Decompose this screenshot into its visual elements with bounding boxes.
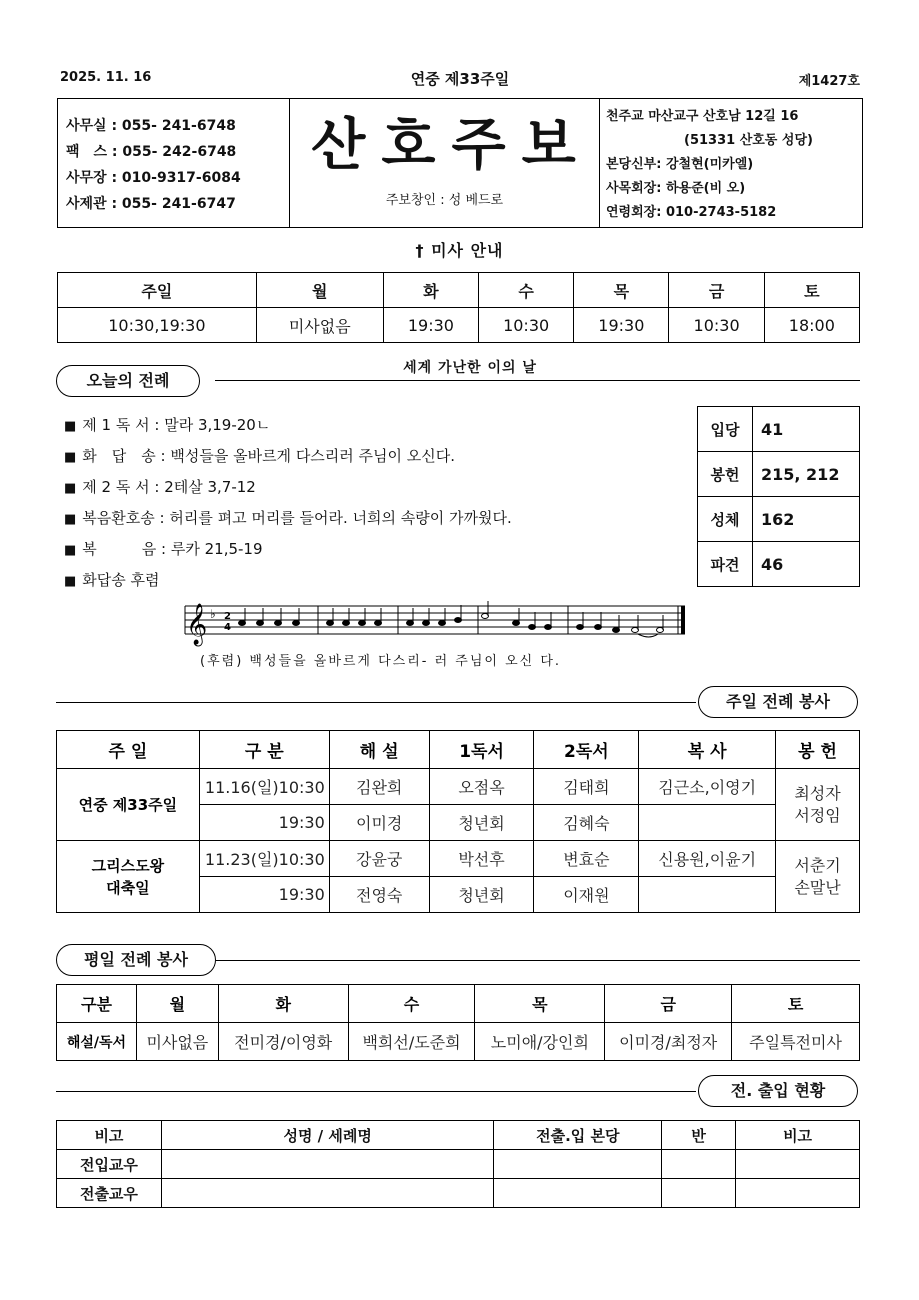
service-time: 11.16(일)10:30 [199, 769, 329, 805]
empty-cell [161, 1179, 494, 1208]
contact-fax: 팩 스 : 055- 242-6748 [66, 144, 237, 160]
liturgy-label: 오늘의 전례 [56, 365, 200, 397]
reader-1: 박선후 [429, 841, 534, 877]
mass-time: 10:30 [669, 308, 764, 343]
divider [56, 702, 696, 703]
mass-schedule-table [57, 272, 860, 343]
reading-item: ■ 복음환호송 : 허리를 펴고 머리를 들어라. 너희의 속량이 가까웠다. [64, 509, 512, 527]
col-header: 구 분 [199, 731, 329, 769]
masthead-title-block [290, 99, 600, 227]
bullet-icon: ■ [64, 512, 77, 527]
hymn-number: 215, 212 [753, 452, 860, 497]
top-line [60, 68, 860, 92]
reader-1: 청년회 [429, 877, 534, 913]
col-header: 1독서 [429, 731, 534, 769]
pastoral-president: 사목회장: 하용준(비 오) [606, 181, 746, 196]
hymn-label: 파견 [698, 542, 753, 587]
weekday-volunteer: 백희선/도준희 [348, 1023, 475, 1061]
svg-text:2: 2 [224, 611, 231, 622]
reading-item: ■ 제 1 독 서 : 말라 3,19-20ㄴ [64, 416, 271, 434]
parish-info [600, 99, 862, 227]
offering-person: 서춘기 [794, 855, 841, 875]
bullet-icon: ■ [64, 574, 77, 589]
refrain-lyric: (후렴) 백성들을 올바르게 다스리- 러 주님이 오신 다. [200, 654, 562, 669]
table-row [57, 1179, 860, 1208]
reading-list [64, 412, 694, 598]
commentator: 김완희 [329, 769, 429, 805]
mass-day: 금 [669, 273, 764, 308]
mass-day: 목 [574, 273, 669, 308]
table-row [57, 1023, 860, 1061]
service-time: 11.23(일)10:30 [199, 841, 329, 877]
issue-date: 2025. 11. 16 [60, 70, 152, 85]
parish-postal: (51331 산호동 성당) [684, 133, 813, 148]
funeral-president: 연령회장: 010-2743-5182 [606, 205, 777, 220]
service-time: 19:30 [199, 805, 329, 841]
sunday-service-label: 주일 전례 봉사 [698, 686, 858, 718]
offering-person: 손말난 [794, 877, 841, 897]
mass-time: 19:30 [574, 308, 669, 343]
row-label: 전입교우 [57, 1150, 162, 1179]
commentator: 강윤궁 [329, 841, 429, 877]
divider [56, 1091, 696, 1092]
sunday-name: 그리스도왕 대축일 [57, 841, 200, 913]
weekday-volunteer: 미사없음 [136, 1023, 218, 1061]
offering-cell [776, 769, 860, 841]
empty-cell [494, 1150, 662, 1179]
weekday-volunteer: 전미경/이영화 [218, 1023, 348, 1061]
reader-2: 변효순 [534, 841, 639, 877]
bullet-icon: ■ [64, 450, 77, 465]
col-header: 복 사 [639, 731, 776, 769]
row-label: 전출교우 [57, 1179, 162, 1208]
weekday-service-label: 평일 전례 봉사 [56, 944, 216, 976]
empty-cell [736, 1150, 860, 1179]
empty-cell [736, 1179, 860, 1208]
bulletin-title: 산호주보 [311, 112, 592, 178]
svg-text:4: 4 [224, 622, 231, 633]
reader-2: 김태희 [534, 769, 639, 805]
hymn-number: 162 [753, 497, 860, 542]
divider [215, 380, 860, 381]
contact-office: 사무실 : 055- 241-6748 [66, 118, 236, 134]
contact-rectory: 사제관 : 055- 241-6747 [66, 196, 236, 212]
empty-cell [494, 1179, 662, 1208]
col-header: 토 [732, 985, 860, 1023]
weekday-volunteer: 노미애/강인희 [475, 1023, 605, 1061]
commentator: 전영숙 [329, 877, 429, 913]
table-row [57, 841, 860, 877]
bullet-icon: ■ [64, 419, 77, 434]
col-header: 비고 [57, 1121, 162, 1150]
contact-list [58, 99, 290, 227]
altar-server: 신용원,이윤기 [639, 841, 776, 877]
reader-1: 오점옥 [429, 769, 534, 805]
table-row [57, 769, 860, 805]
col-header: 화 [218, 985, 348, 1023]
masthead [57, 98, 863, 228]
mass-time: 18:00 [764, 308, 859, 343]
weekday-service-table [56, 984, 860, 1061]
issue-number: 제1427호 [798, 74, 860, 89]
service-time: 19:30 [199, 877, 329, 913]
sunday-name: 연중 제33주일 [57, 769, 200, 841]
col-header: 2독서 [534, 731, 639, 769]
mass-day: 수 [479, 273, 574, 308]
hymn-table [697, 406, 860, 587]
offering-person: 최성자 [794, 783, 841, 803]
col-header: 월 [136, 985, 218, 1023]
col-header: 금 [605, 985, 732, 1023]
bullet-icon: ■ [64, 543, 77, 558]
sunday-service-table [56, 730, 860, 913]
divider [216, 960, 860, 961]
empty-cell [662, 1179, 736, 1208]
altar-server [639, 805, 776, 841]
bullet-icon: ■ [64, 481, 77, 496]
contact-manager: 사무장 : 010-9317-6084 [66, 170, 241, 186]
table-row [57, 1150, 860, 1179]
reading-item: ■ 화답송 후렴 [64, 571, 160, 589]
publisher: 주보창인 : 성 베드로 [385, 193, 504, 208]
offering-cell [776, 841, 860, 913]
commentator: 이미경 [329, 805, 429, 841]
liturgical-week: 연중 제33주일 [410, 70, 510, 88]
col-header: 성명 / 세례명 [161, 1121, 494, 1150]
altar-server: 김근소,이영기 [639, 769, 776, 805]
mass-day: 월 [256, 273, 383, 308]
mass-day: 토 [764, 273, 859, 308]
parish-address: 천주교 마산교구 산호남 12길 16 [606, 109, 799, 124]
mass-time: 미사없음 [256, 308, 383, 343]
hymn-label: 입당 [698, 407, 753, 452]
mass-time: 10:30,19:30 [58, 308, 257, 343]
hymn-number: 41 [753, 407, 860, 452]
mass-title: † 미사 안내 [415, 241, 504, 260]
weekday-volunteer: 이미경/최정자 [605, 1023, 732, 1061]
mass-day: 주일 [58, 273, 257, 308]
parish-priest: 본당신부: 강철현(미카엘) [606, 157, 754, 172]
mass-time: 10:30 [479, 308, 574, 343]
svg-text:𝄞: 𝄞 [186, 604, 208, 645]
transfer-label: 전. 출입 현황 [698, 1075, 858, 1107]
altar-server [639, 877, 776, 913]
col-header: 주 일 [57, 731, 200, 769]
col-header: 구분 [57, 985, 137, 1023]
liturgy-subtitle: 세계 가난한 이의 날 [403, 360, 537, 376]
mass-day: 화 [383, 273, 478, 308]
reading-item: ■ 화 답 송 : 백성들을 올바르게 다스리러 주님이 오신다. [64, 447, 456, 465]
reader-1: 청년회 [429, 805, 534, 841]
col-header: 봉 헌 [776, 731, 860, 769]
hymn-number: 46 [753, 542, 860, 587]
col-header: 목 [475, 985, 605, 1023]
col-header: 수 [348, 985, 475, 1023]
hymn-label: 봉헌 [698, 452, 753, 497]
svg-text:♭: ♭ [210, 607, 216, 621]
row-label: 해설/독서 [57, 1023, 137, 1061]
col-header: 비고 [736, 1121, 860, 1150]
weekday-volunteer: 주일특전미사 [732, 1023, 860, 1061]
offering-person: 서정임 [794, 805, 841, 825]
hymn-label: 성체 [698, 497, 753, 542]
transfer-table [56, 1120, 860, 1208]
col-header: 반 [662, 1121, 736, 1150]
col-header: 전출.입 본당 [494, 1121, 662, 1150]
empty-cell [662, 1150, 736, 1179]
reader-2: 김혜숙 [534, 805, 639, 841]
col-header: 해 설 [329, 731, 429, 769]
reading-item: ■ 복 음 : 루카 21,5-19 [64, 540, 263, 558]
empty-cell [161, 1150, 494, 1179]
mass-time: 19:30 [383, 308, 478, 343]
reading-item: ■ 제 2 독 서 : 2테살 3,7-12 [64, 478, 256, 496]
reader-2: 이재원 [534, 877, 639, 913]
